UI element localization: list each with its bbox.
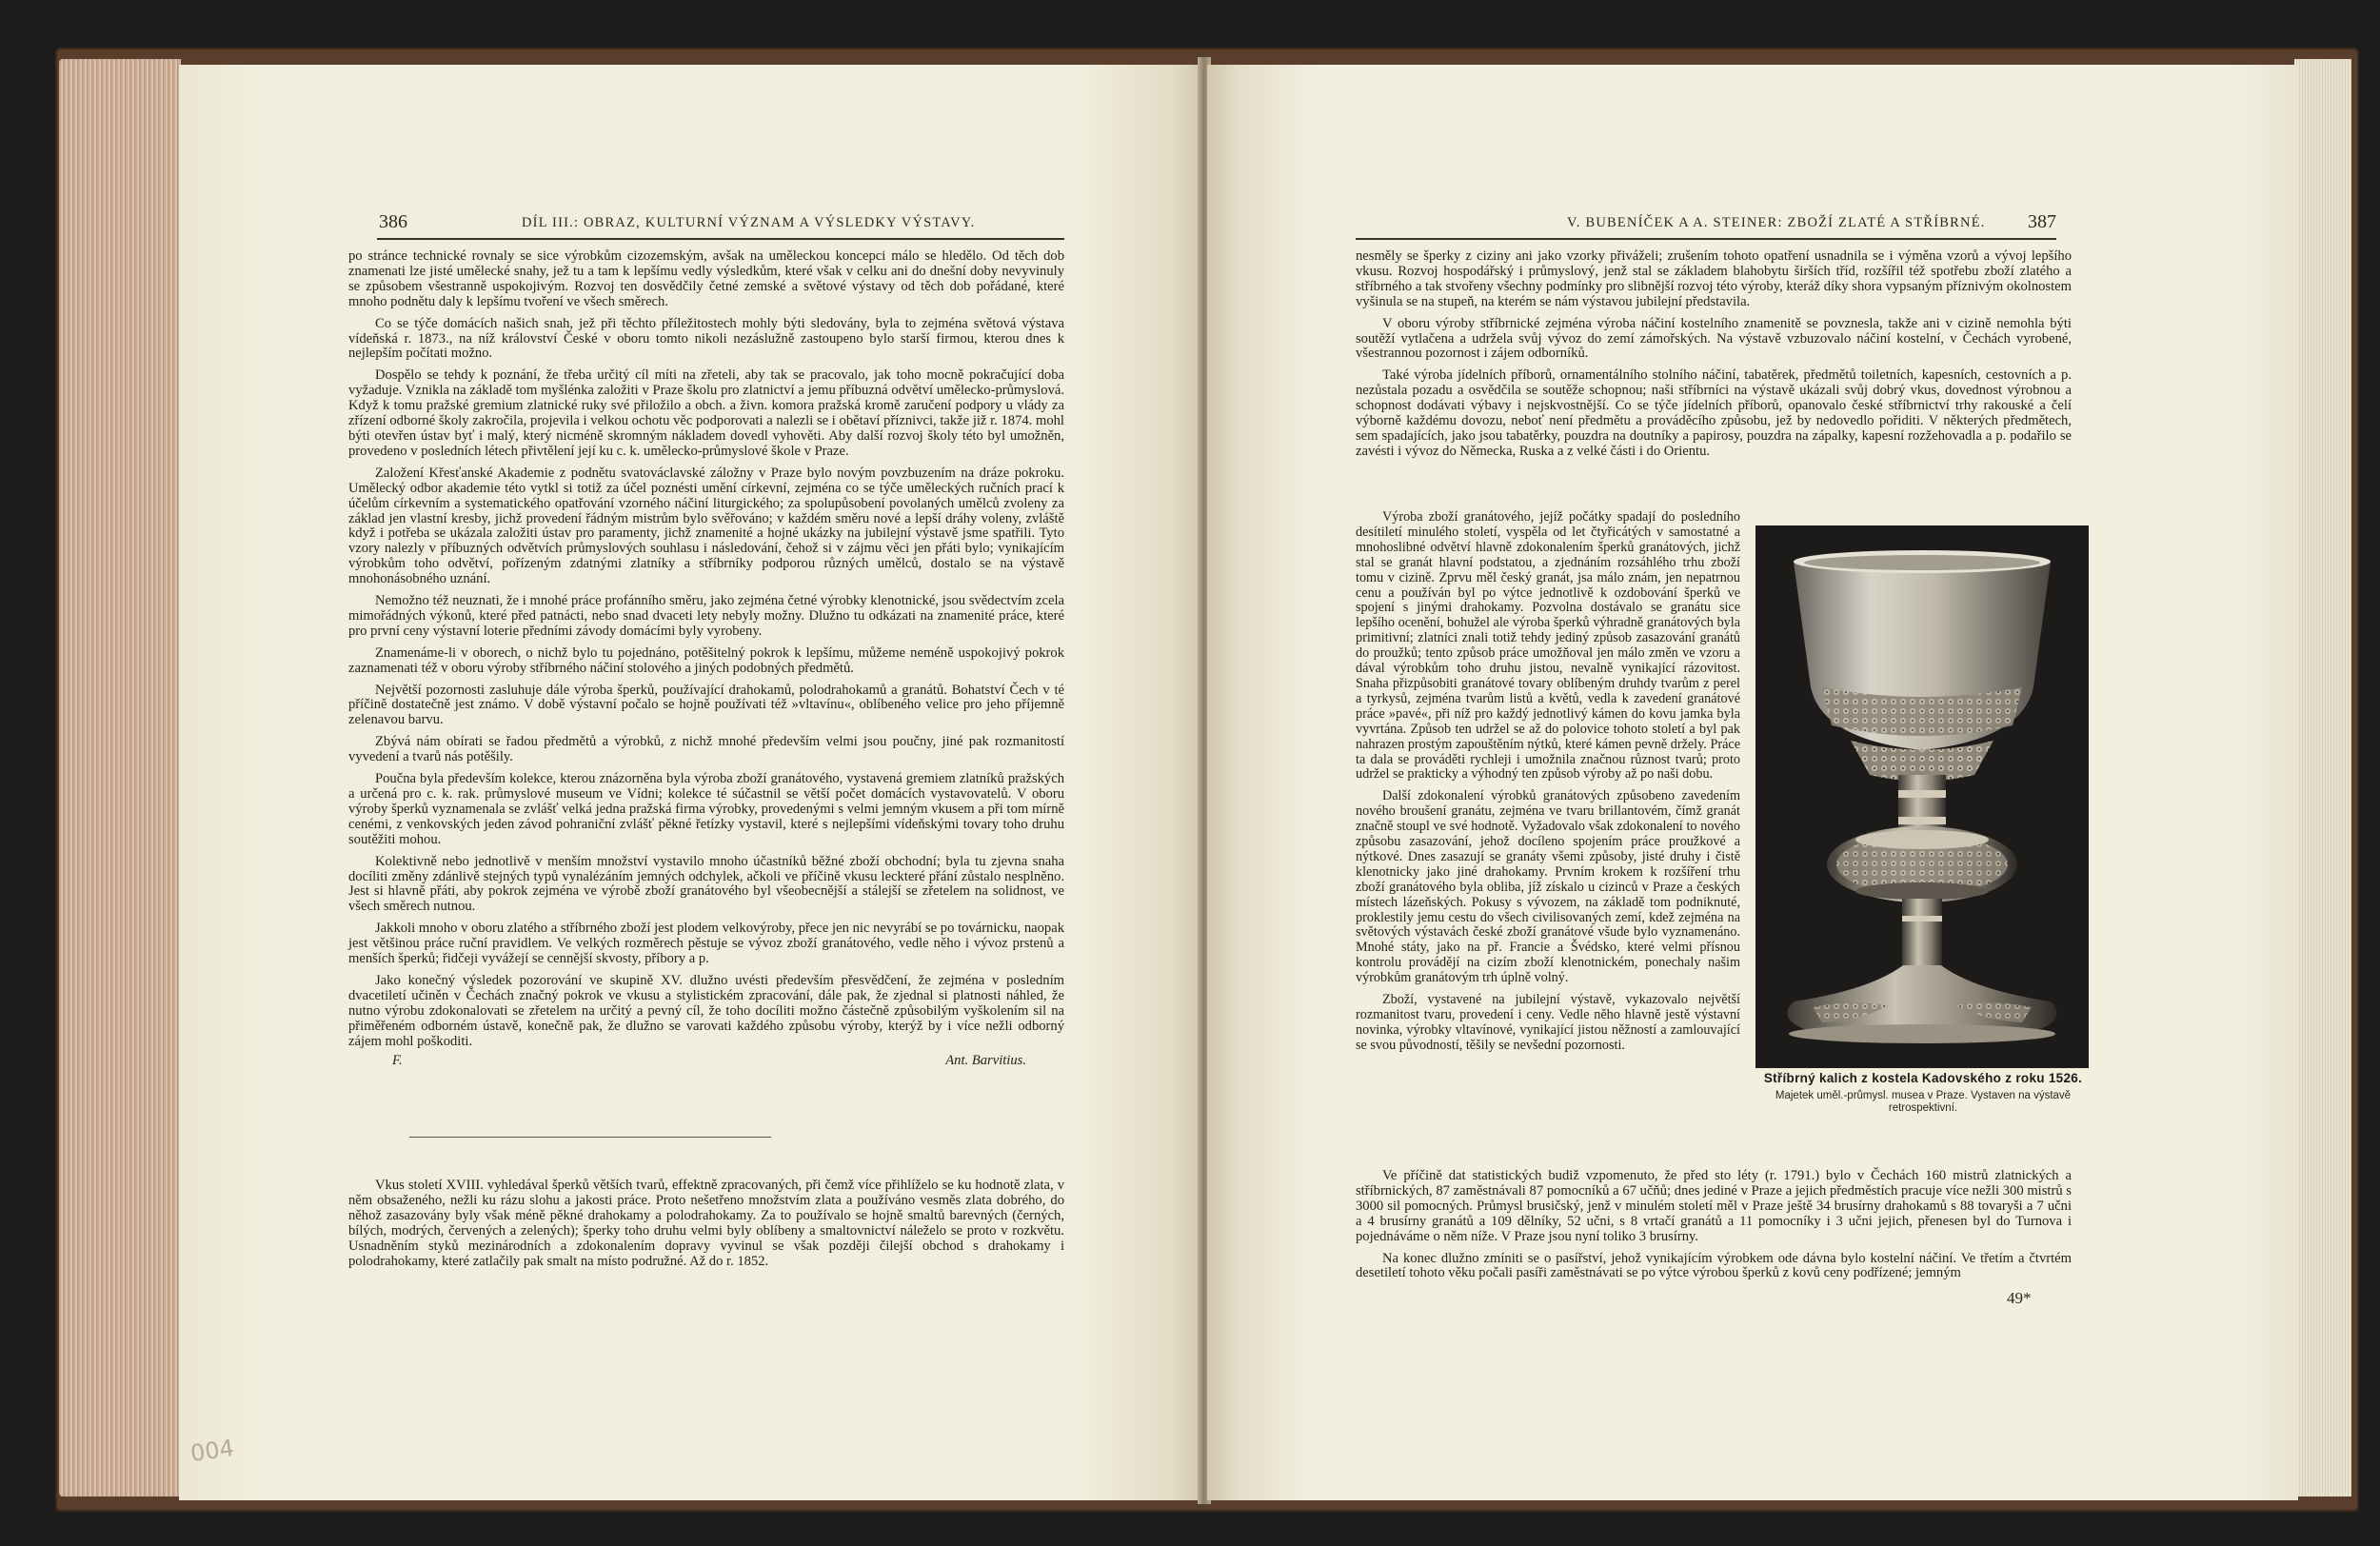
left-head-rule [377,238,1064,240]
right-top-text [1356,249,2072,460]
figure-caption-subtitle: Majetek uměl.-průmysl. musea v Praze. Vystaven na výstavě retrospektivní. [1775,1090,2072,1114]
signature-line [348,1054,1064,1069]
paragraph: Ve příčině dat statistických budiž vzpomenuto, že před sto léty (r. 1791.) bylo v Čechách 160 mistrů zlatnických a stříbrnických, 87 zaměstnávali 87 pomocníků a 67 učňů; dnes jediné v Praze a jejich předměstích pracuje více nežli 300 mistrů s 3000 sil pomocných. Průmysl brusičský, jenž v minulém století měl v Praze ještě 34 brusírny drahokamů s 88 tovaryši a 7 učni a 4 brusírny granátů a 109 dělníky, 52 učni, s 8 vrtačí granátů a 11 pomocníky i 3 učni jejich, přenesen byl do Turnova i pojednáváme o něm níže. V Praze jsou nyní toliko 3 brusírny. [1356,1168,2072,1244]
paragraph: Kolektivně nebo jednotlivě v menším množství vystavilo mnoho účastníků běžné zboží obchodní; byla tu zjevna snaha docíliti změny zdánlivě stejných typů vynalézáním jemných odchylek, ačkoli ve příčině vkusu leckteré přání zůstalo nesplněno. Jest si hlavně přáti, aby pokrok zejména ve výrobě zboží granátového byl všeobecnější a stálejší se zřetelem na solidnost, ve všech směrech nutnou. [348,853,1064,915]
chalice-photograph [1755,525,2089,1068]
paragraph: Zboží, vystavené na jubilejní výstavě, vykazovalo největší rozmanitost tvaru, provedení i ceny. Vedle něho hlavně jestě výstavní novinka, výrobky vltavínové, vynikající jistou něžností a zamlouvající se svou původností, těšily se nevšední pozornosti. [1356,992,1740,1053]
right-narrow-column [1356,510,1740,1054]
left-page-edges [59,59,181,1496]
paragraph: Založení Křesťanské Akademie z podnětu svatováclavské záložny v Praze bylo novým povzbuzením na dráze pokroku. Umělecký odbor akademie této vytkl si totiž za účel poznésti umění církevní, zejména co se týče uměleckých ručních prací k účelům církevním a systematického opatřování vzorného náčiní liturgického; za spolupůsobení povolaných umělců zvoleny za základ jen vlastní kresby, jichž provedení řádným mistrům bylo svěřováno; v každém směru nové a lepší dráhy voleny, zvláště když i potřeba se ukázala založiti ústav pro paramenty, jichž znamenité a hojné ukázky na jubilejní výstavě jsme spatřili. Tyto vzory nalezly v příbuzných odvětvích průmyslových souhlasu i následování, čehož si v zájmu věci jen přáti bylo; vynikajícím výrobkům toho odvětví, pořízeným zdatnými zlatníky a stříbrníky podporou různých umělců, dostalo se na výstavě mnohonásobného uznání. [348,465,1064,587]
paragraph: Jako konečný výsledek pozorování ve skupině XV. dlužno uvésti především přesvědčení, že zejména v posledním dvacetiletí učiněn v Čechách značný pokrok ve vkusu a stylistickém zpracování, dále pak, že zjednal si platnosti náhled, že nutno výrobu zdokonalovati se zřetelem na určitý a pevný cíl, že toho docíliti možno částečně způsobilým vyškolením sil na přiměřeném odborném ústavě, konečně pak, že dlužno se varovati každého způsobu výroby, kterýž by i více nežli odborný zájem mohl poškoditi. [348,972,1064,1049]
paragraph: Na konec dlužno zmíniti se o pasířství, jehož vynikajícím výrobkem ode dávna bylo kostelní náčiní. Ve třetím a čtvrtém desetiletí tohoto věku počali pasíři zaměstnávati se po výtce výrobou šperků z kovů ceny podřízené; jemným [1356,1250,2072,1281]
paragraph: Nemožno též neuznati, že i mnohé práce profánního směru, jako zejména četné výrobky klenotnické, jsou svědectvím zcela mimořádných výkonů, které před patnácti, nebo snad dvaceti lety nebyly možny. Dlužno tu odkázati na znamenité práce, které pro první ceny výstavní loterie předními závody domácími byly vyrobeny. [348,593,1064,639]
signature-right: Ant. Barvitius. [945,1052,1026,1068]
paragraph: Co se týče domácích našich snah, jež při těchto příležitostech mohly býti sledovány, byla to zejména světová výstava vídeňská r. 1873., na níž království České v oboru tomto nikoli nezáslužně zastoupeno bylo starší firmou, kterou dnes k nejlepším počítati možno. [348,315,1064,362]
signature-rule [409,1137,771,1138]
right-page-number: 387 [2028,211,2056,232]
right-running-head: V. BUBENÍČEK A A. STEINER: ZBOŽÍ ZLATÉ A STŘÍBRNÉ. [1567,215,1986,230]
left-main-text [348,249,1064,1068]
paragraph: Dospělo se tehdy k poznání, že třeba určitý cíl míti na zřeteli, aby tak se pracovalo, jak toho mocně pokračující doba vyžaduje. Vznikla na základě tom myšlénka založiti v Praze školu pro zlatnictví a jemu příbuzná odvětví umělecko-průmyslová. Když k tomu pražské gremium zlatnické ruky své přiložilo a obch. a živn. komora pražská kromě zaručení podpory u vlády za zřízení odborné školy zakročila, projevila i velkou ochotu věc podporovati a nalezli se i obětaví příznivci, takže již r. 1874. mohl býti otevřen ústav byť i malý, který nicméně skromným nákladem dovedl vyhověti. Aby další rozvoj školy této byl umožněn, provedeno v posledních létech přivtělení její ku c. k. umělecko-průmyslové škole v Praze. [348,367,1064,459]
chalice-illustration [1755,525,2089,1068]
paragraph: Znamenáme-li v oborech, o nichž bylo tu pojednáno, potěšitelný pokrok k lepšímu, můžeme neméně uspokojivý pokrok zaznamenati též v oboru výroby stříbrného náčiní stolového a jiných podobných předmětů. [348,644,1064,676]
paragraph: Jakkoli mnoho v oboru zlatého a stříbrného zboží jest plodem velkovýroby, přece jen nic nevyrábí se po továrnicku, naopak jest většinou práce ruční pravidlem. Ve velkých rozměrech pěstuje se vývoz zboží granátového, vedle něho i vývoz prstenů a menších šperků; řidčeji vyvážejí se cennější skvosty, příbory a p. [348,921,1064,967]
paragraph: Poučna byla především kolekce, kterou znázorněna byla výroba zboží granátového, vystavená gremiem zlatníků pražských a určená pro c. k. rak. průmyslové museum ve Vídni; kolekce té súčastnil se větší počet domácích vystavovatelů. V oboru výroby šperků vyznamenala se zvlášť velká jedna pražská firma výrobky, provedenými s velmi jemným vkusem a při tom mírně cenémi, z venkovských jeden závod pohraniční zvlášť pěkné řetízky vystavil, které s nejlepšími vídeňskými tovary toho druhu soutěžiti mohou. [348,771,1064,847]
right-head-rule [1356,238,2056,240]
paragraph: nesměly se šperky z ciziny ani jako vzorky přiváželi; zrušením tohoto opatření usnadnila se i výměna vzorů a vývoj lepšího vkusu. Rozvoj hospodářský i průmyslový, jenž stal se základem blahobytu širších tříd, rozšířil též spotřebu zboží zlatého a stříbrného a tak stvořeny všechny podmínky pro slibnější rozvoj této výroby, kteráž díky shora vypsaným příznivým okolnostem vyšinula se na stupeň, na kterém se nám výstavou jubilejní představila. [1356,248,2072,309]
paragraph: V oboru výroby stříbrnické zejména výroba náčiní kostelního znamenitě se povznesla, takže ani v cizině nemohla býti soutěží vytlačena a udržela svůj vývoz do zemí zámořských. Na výstavě vzbuzovalo náčiní kostelní, v Čechách vyrobené, všestrannou pozornost i zájem odborníků. [1356,315,2072,362]
right-page-edges [2294,59,2351,1496]
paragraph: po stránce technické rovnaly se sice výrobkům cizozemským, avšak na uměleckou koncepci málo se hledělo. Od těch dob znamenati lze jisté umělecké snahy, jež tu a tam k lepšímu vedly výsledkům, které však v celku ani do dnešní doby nevyvinuly se způsobem všestranně uspokojivým. Rozvoj ten dosvědčily četné zemské a světové výstavy od těch dob pořádané, které mnoho podnětu daly k lepšímu tvoření ve všech směrech. [348,248,1064,309]
sheet-signature-mark: 49* [2007,1289,2032,1307]
left-second-section [348,1179,1064,1269]
left-page-number: 386 [379,211,407,232]
paragraph: Největší pozornosti zasluhuje dále výroba šperků, používající drahokamů, polodrahokamů a granátů. Bohatství Čech v té příčině dostatečně jest známo. V době výstavní počalo se hojně používati též »vltavínu«, oblíbeného velice pro jeho příjemně zelenavou barvu. [348,682,1064,728]
paragraph: Další zdokonalení výrobků granátových způsobeno zavedením nového broušení granátu, zejména ve tvaru brillantovém, čímž granát značně stoupl ve své hodnotě. Vyžadovalo však zdokonalení to nového způsobu zasazování, jehož docíleno spojením práce proužkové a nýtkové. Dnes zasazují se granáty všemi způsoby, jisté druhy i čistě klenotnicky jako jiné drahokamy. Prvním krokem k rozšíření trhu zboží granátového byla obliba, jíž získalo u cizinců v Praze a českých místech lázeňských. Pokusy s vývozem, na základě tom podniknuté, proklestily jemu cestu do všech civilisovaných zemí, kdež zejména na světových výstavách české zboží granátové všude bylo vyznamenáno. Mnohé státy, jako na př. Francie a Švédsko, které velmi přísnou kontrolu provádějí na cizím zboží klenotnickém, ponechaly našim výrobkům granátovým trh úplně volný. [1356,788,1740,986]
paragraph: Zbývá nám obírati se řadou předmětů a výrobků, z nichž mnohé především velmi jsou poučny, jiné pak rozmanitostí vyvedení a tvarů nás potěšily. [348,734,1064,765]
paragraph: Také výroba jídelních příborů, ornamentálního stolního náčiní, tabatěrek, předmětů toiletních, kapesních, cestovních a p. nezůstala pozadu a osvědčila se soutěže schopnou; naši stříbrníci na výstavě ukázali svůj dobrý vkus, dovednost výrobnou a schopnost dodávati výbavy i nejskvostnější. Co se týče jídelních příborů, opanovalo české stříbrnictví trhy rakouské a čelí výborně každému dovozu, neboť není předmětu a prováděcího způsobu, jež by nedovedlo pořiditi. V některých předmětech, sem spadajících, jako jsou tabatěrky, pouzdra na doutníky a papirosy, pouzdra na zápalky, kapesní rozžehovadla a p. podařilo se zavésti i vývoz do Německa, Ruska a z velké části i do Orientu. [1356,367,2072,459]
pencil-annotation: 004 [188,1434,236,1468]
left-running-head: DÍL III.: OBRAZ, KULTURNÍ VÝZNAM A VÝSLEDKY VÝSTAVY. [522,215,976,230]
paragraph: Výroba zboží granátového, jejíž počátky spadají do posledního desítiletí minulého století, vyspěla od let čtyřicátých v samostatné a mnohoslibné odvětví hlavně zdokonalením šperků granátových, jichž stal se granát hlavní podstatou, a zjednáním rozsáhlého trhu zboží tomu v cizině. Zprvu měl český granát, jsa málo znám, jen nepatrnou cenu a používán byl po výtce jednotlivě k ozdobování šperků ve spojení s jinými drahokamy. Pozvolna dostávalo se granátu sice lepšího ocenění, bohužel ale výroba šperků výhradně granátových byla primitivní; zlatníci znali totiž tehdy jediný způsob zasazování granátů do proužků; tento způsob práce umožňoval jen málo změn ve vzoru a dával výrobkům toho druhu jistou, nevalně vynikající rázovitost. Snaha přizpůsobiti granátové tovary oblíbeným druhdy tvarům z perel a tyrkysů, zejména tvarům listů a květů, vedla k zavedení granátové práce »pavé«, při níž pro každý jednotlivý kámen do kovu jamka byla vyvrtána. Způsob ten udržel se až do polovice tohoto století a byl pak nahrazen prostým zapouštěním nýtků, které kámen pevně držely. Práce ta dala se prováděti rychleji i umožnila značnou různost tvarů; proto udržel se prakticky a výhodný ten způsob výroby až po naši dobu. [1356,509,1740,783]
figure-caption-title: Stříbrný kalich z kostela Kadovského z roku 1526. [1763,1071,2083,1085]
right-bottom-text [1356,1169,2072,1281]
signature-left: F. [392,1052,403,1068]
paragraph: Vkus století XVIII. vyhledával šperků větších tvarů, effektně zpracovaných, při čemž více přihlíželo se ku hodnotě zlata, v něm obsaženého, nežli ku rázu slohu a jakosti práce. Proto nešetřeno množstvím zlata a používáno vesměs zlata dobrého, do něhož zasazovány byly však méně pěkné drahokamy a polodrahokamy. Za to používalo se hojně smaltů barevných (černých, bílých, modrých, červených a zelených); šperky toho druhu velmi byly oblíbeny a smaltovnictví náleželo se proto v rozkvětu. Usnadněním styků mezinárodních a zdokonalením dopravy vyvinul se však později čilejší obchod s drahokamy i polodrahokamy, které zatlačily pak smalt na místo podružné. Až do r. 1852. [348,1178,1064,1269]
